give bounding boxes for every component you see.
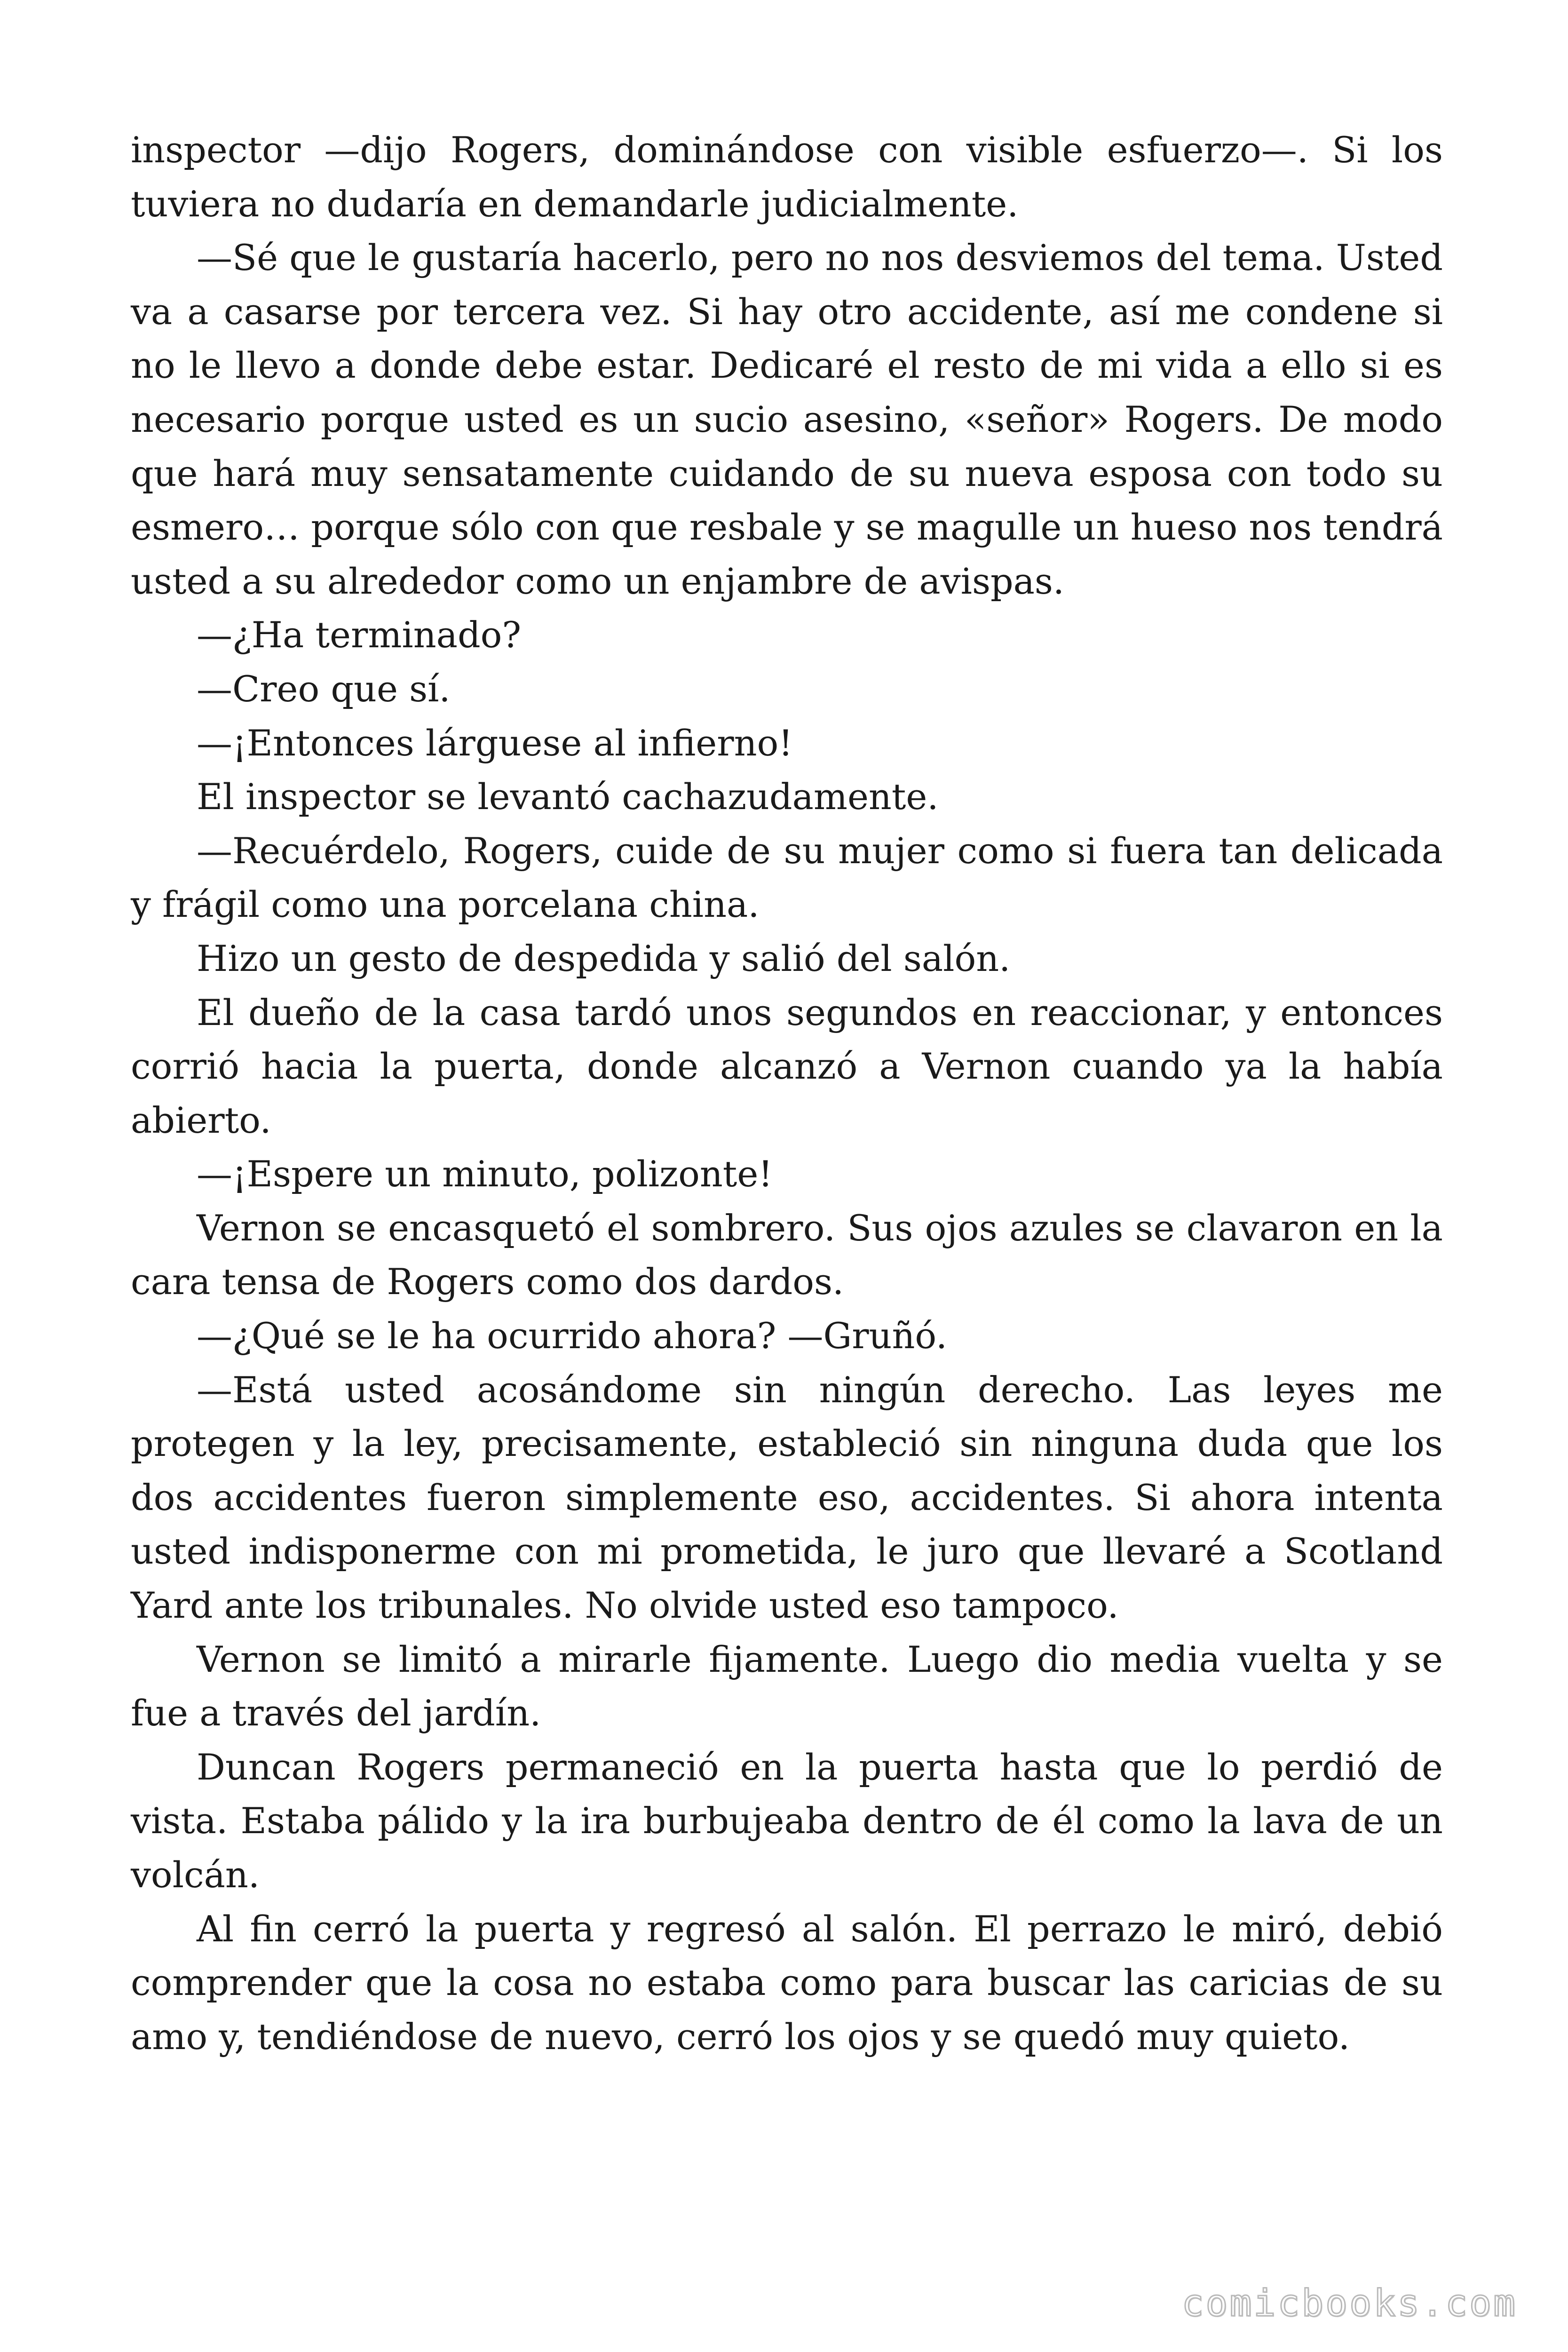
watermark: comicbooks.com xyxy=(1181,2282,1517,2325)
paragraph: inspector —dijo Rogers, dominándose con visible esfuerzo—. Si los tuviera no dudaría en demandarle judicialmente. xyxy=(131,129,1443,225)
paragraph: Vernon se limitó a mirarle fijamente. Luego dio media vuelta y se fue a través del jardín. xyxy=(131,1638,1443,1734)
paragraph: El inspector se levantó cachazudamente. xyxy=(197,776,939,818)
paragraph: Al fin cerró la puerta y regresó al salón. El perrazo le miró, debió comprender que la cosa no estaba como para buscar las caricias de su amo y, tendiéndose de nuevo, cerró los ojos y se quedó muy quieto. xyxy=(131,1907,1443,2058)
paragraph: Hizo un gesto de despedida y salió del salón. xyxy=(197,937,1011,979)
page-body xyxy=(131,123,1443,2064)
paragraph: —¿Ha terminado? xyxy=(197,614,522,656)
paragraph: —Sé que le gustaría hacerlo, pero no nos desviemos del tema. Usted va a casarse por tercera vez. Si hay otro accidente, así me condene si no le llevo a donde debe estar. Dedicaré el resto de mi vida a ello si es necesario porque usted es un sucio asesino, «señor» Rogers. De modo que hará muy sensatamente cuidando de su nueva esposa con todo su esmero… porque sólo con que resbale y se magulle un hueso nos tendrá usted a su alrededor como un enjambre de avispas. xyxy=(131,237,1443,602)
paragraph: —Recuérdelo, Rogers, cuide de su mujer como si fuera tan delicada y frágil como una porcelana china. xyxy=(131,829,1443,926)
paragraph: —Está usted acosándome sin ningún derecho. Las leyes me protegen y la ley, precisamente, estableció sin ninguna duda que los dos accidentes fueron simplemente eso, accidentes. Si ahora intenta usted indisponerme con mi prometida, le juro que llevaré a Scotland Yard ante los tribunales. No olvide usted eso tampoco. xyxy=(131,1368,1443,1627)
paragraph: —Creo que sí. xyxy=(197,667,451,710)
paragraph: Vernon se encasquetó el sombrero. Sus ojos azules se clavaron en la cara tensa de Rogers como dos dardos. xyxy=(131,1207,1443,1303)
paragraph: —¡Entonces lárguese al infierno! xyxy=(197,722,793,764)
paragraph: —¡Espere un minuto, polizonte! xyxy=(197,1153,773,1195)
paragraph: Duncan Rogers permaneció en la puerta hasta que lo perdió de vista. Estaba pálido y la ira burbujeaba dentro de él como la lava de un volcán. xyxy=(131,1746,1443,1896)
paragraph: —¿Qué se le ha ocurrido ahora? —Gruñó. xyxy=(197,1315,947,1357)
paragraph: El dueño de la casa tardó unos segundos en reaccionar, y entonces corrió hacia la puerta, donde alcanzó a Vernon cuando ya la había abierto. xyxy=(131,991,1443,1141)
